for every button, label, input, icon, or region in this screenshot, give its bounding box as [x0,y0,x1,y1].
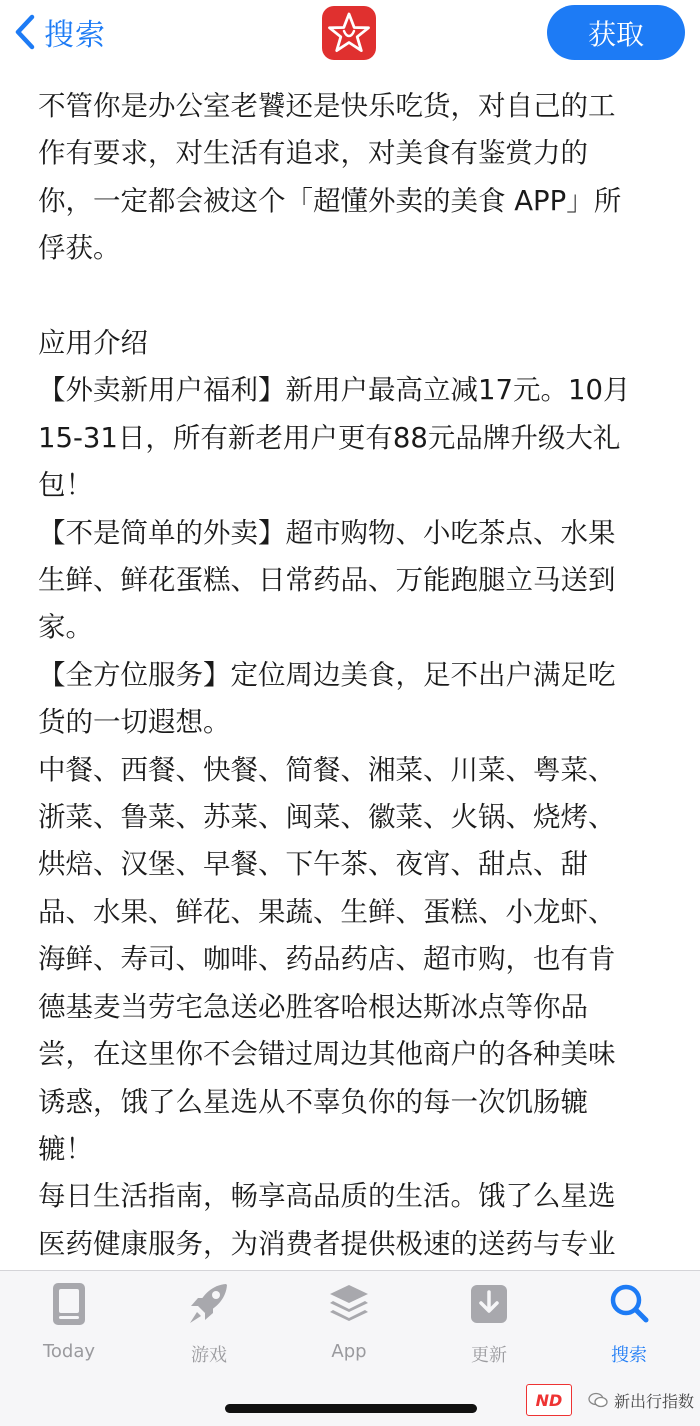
tab-label: 搜索 [611,1345,647,1366]
description-line: 俘获。 [38,232,121,265]
tab-search[interactable] [579,1279,679,1367]
description-line: 烘焙、汉堡、早餐、下午茶、夜宵、甜点、甜 [38,848,588,881]
tab-apps[interactable] [299,1279,399,1362]
description-line: 【全方位服务】定位周边美食，足不出户满足吃 [38,658,616,691]
home-indicator [225,1404,477,1413]
description-line: 包！ [38,469,93,502]
description-line: 作有要求，对生活有追求，对美食有鉴赏力的 [38,137,588,170]
tab-games[interactable] [159,1279,259,1367]
watermark-text: 新出行指数 [614,1391,695,1411]
back-label: 搜索 [44,18,106,53]
layers-icon [326,1279,372,1329]
tab-label: 更新 [471,1345,507,1366]
description-line: 货的一切遐想。 [38,706,231,739]
description-line: 辘！ [38,1132,93,1165]
description-line: 医药健康服务，为消费者提供极速的送药与专业 [38,1227,616,1260]
wechat-icon [588,1392,608,1408]
description-line: 应用介绍 [38,327,148,360]
rocket-icon [186,1279,232,1329]
tab-label: 游戏 [191,1345,227,1366]
watermark [526,1382,694,1418]
description-line: 生鲜、鲜花蛋糕、日常药品、万能跑腿立马送到 [38,564,616,597]
app-icon[interactable] [322,6,376,60]
nav-bar [0,0,700,70]
app-description [38,83,666,1268]
today-icon [46,1279,92,1329]
tab-updates[interactable] [439,1279,539,1367]
description-line: 你，一定都会被这个「超懂外卖的美食 APP」所 [38,184,622,217]
description-line: 家。 [38,611,93,644]
star-logo-icon [326,10,372,56]
chevron-left-icon [14,14,36,50]
description-line: 德基麦当劳宅急送必胜客哈根达斯冰点等你品 [38,990,588,1023]
description-line: 中餐、西餐、快餐、简餐、湘菜、川菜、粤菜、 [38,753,616,786]
get-button[interactable]: 获取 [547,5,685,60]
description-line: 15-31日，所有新老用户更有88元品牌升级大礼 [38,421,621,454]
tab-label: App [331,1341,367,1362]
description-line: 诱惑，饿了么星选从不辜负你的每一次饥肠辘 [38,1085,588,1118]
download-icon [466,1279,512,1329]
back-button[interactable] [14,10,106,54]
search-icon [606,1279,652,1329]
tab-label: Today [42,1341,96,1362]
description-line: 尝，在这里你不会错过周边其他商户的各种美味 [38,1038,616,1071]
description-line: 每日生活指南，畅享高品质的生活。饿了么星选 [38,1180,616,1213]
description-line: 【外卖新用户福利】新用户最高立减17元。10月 [38,374,631,407]
paragraph-gap [38,273,666,320]
description-line: 海鲜、寿司、咖啡、药品药店、超市购，也有肯 [38,943,616,976]
description-line: 【不是简单的外卖】超市购物、小吃茶点、水果 [38,516,616,549]
description-line: 品、水果、鲜花、果蔬、生鲜、蛋糕、小龙虾、 [38,895,616,928]
description-line: 浙菜、鲁菜、苏菜、闽菜、徽菜、火锅、烧烤、 [38,801,616,834]
description-line: 不管你是办公室老饕还是快乐吃货，对自己的工 [38,90,616,122]
watermark-logo: ND [526,1384,572,1416]
tab-today[interactable] [19,1279,119,1362]
